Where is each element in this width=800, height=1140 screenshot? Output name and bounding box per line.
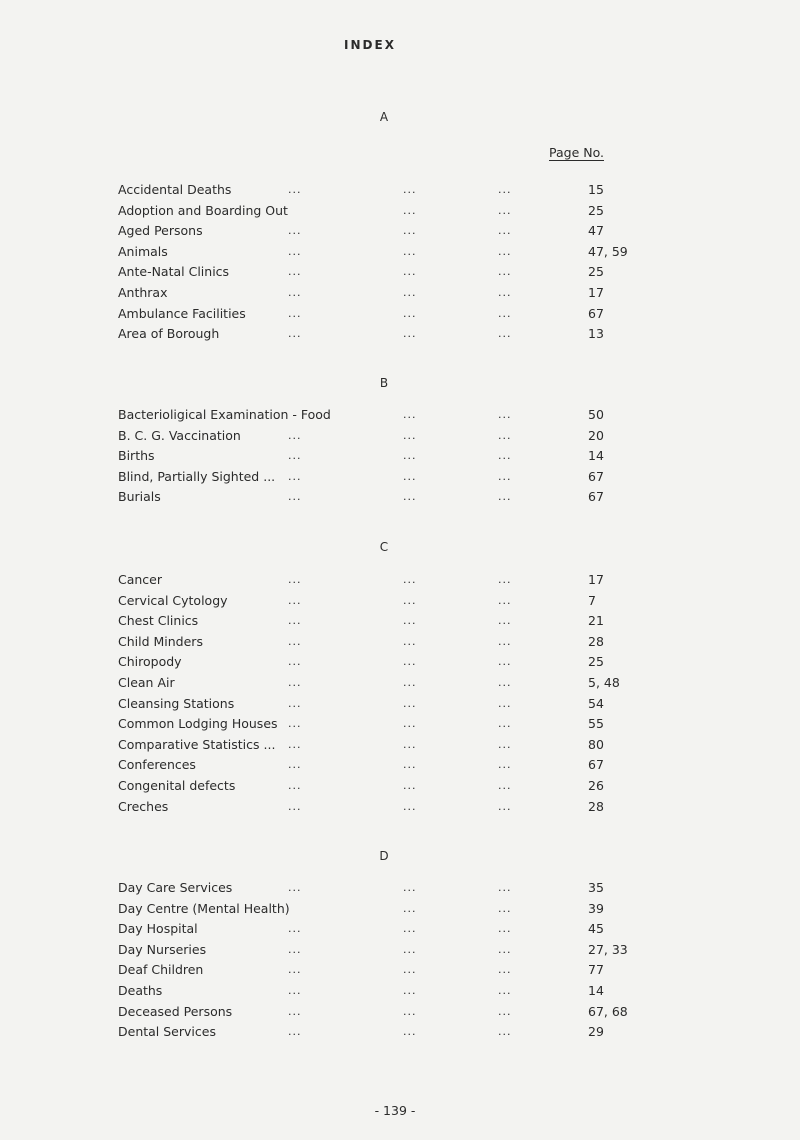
dot-leader: ... bbox=[403, 901, 417, 915]
entry-label: Day Nurseries bbox=[118, 941, 207, 957]
entry-label: Creches bbox=[118, 798, 169, 814]
entry-label: Child Minders bbox=[118, 633, 203, 649]
dot-leader: ... bbox=[288, 286, 302, 299]
entry-label: Bacterioligical Examination - Food bbox=[118, 407, 331, 422]
dot-leader: ... bbox=[403, 737, 417, 751]
dot-leader: ... bbox=[288, 676, 302, 689]
dot-leader: ... bbox=[288, 942, 302, 956]
index-entry bbox=[118, 878, 658, 898]
index-entry bbox=[118, 242, 658, 262]
index-entry bbox=[118, 467, 658, 487]
page-footer-number: - 139 - bbox=[374, 1103, 416, 1118]
index-entry bbox=[118, 283, 658, 303]
index-entry bbox=[118, 1022, 658, 1042]
entry-page-number: 67, 68 bbox=[588, 1003, 628, 1019]
entry-page-number: 39 bbox=[588, 900, 604, 916]
entry-page-number: 45 bbox=[588, 921, 604, 937]
entry-label: Common Lodging Houses bbox=[118, 716, 278, 732]
entry-label: Chiropody bbox=[118, 654, 182, 670]
dot-leader: ... bbox=[498, 428, 512, 442]
entry-label: Ante-Natal Clinics bbox=[118, 264, 230, 280]
entry-label: Births bbox=[118, 448, 155, 464]
index-entry bbox=[118, 426, 658, 446]
dot-leader: ... bbox=[288, 183, 302, 196]
entry-label: Area of Borough bbox=[118, 326, 220, 342]
entry-page-number: 28 bbox=[588, 633, 604, 649]
index-entry bbox=[118, 673, 658, 693]
index-entry bbox=[118, 797, 658, 817]
dot-leader: ... bbox=[403, 286, 417, 299]
index-entry bbox=[118, 201, 658, 221]
entry-page-number: 67 bbox=[588, 757, 604, 773]
dot-leader: ... bbox=[403, 244, 417, 258]
entry-page-number: 26 bbox=[588, 778, 604, 793]
entry-label: Deceased Persons bbox=[118, 1003, 233, 1019]
entry-label: Day Care Services bbox=[118, 880, 233, 895]
index-entry bbox=[118, 899, 658, 919]
dot-leader: ... bbox=[498, 942, 512, 956]
entry-label: Cervical Cytology bbox=[118, 592, 228, 608]
entry-label: Accidental Deaths bbox=[118, 182, 232, 197]
index-entry bbox=[118, 694, 658, 714]
index-entry bbox=[118, 405, 658, 425]
entry-page-number: 20 bbox=[588, 427, 604, 443]
index-entry bbox=[118, 611, 658, 631]
dot-leader: ... bbox=[403, 779, 417, 792]
dot-leader: ... bbox=[403, 942, 417, 956]
dot-leader: ... bbox=[288, 265, 302, 279]
dot-leader: ... bbox=[498, 737, 512, 751]
entry-label: Comparative Statistics ... bbox=[118, 736, 276, 752]
dot-leader: ... bbox=[403, 984, 417, 997]
dot-leader: ... bbox=[498, 676, 512, 689]
dot-leader: ... bbox=[498, 1004, 512, 1018]
dot-leader: ... bbox=[288, 224, 302, 238]
index-entry bbox=[118, 735, 658, 755]
dot-leader: ... bbox=[498, 901, 512, 915]
index-entry bbox=[118, 919, 658, 939]
dot-leader: ... bbox=[498, 696, 512, 710]
dot-leader: ... bbox=[498, 881, 512, 894]
index-entry bbox=[118, 940, 658, 960]
dot-leader: ... bbox=[403, 717, 417, 731]
entry-page-number: 67 bbox=[588, 305, 604, 321]
entry-label: Day Centre (Mental Health) bbox=[118, 900, 290, 916]
dot-leader: ... bbox=[498, 265, 512, 279]
entry-page-number: 25 bbox=[588, 654, 604, 670]
dot-leader: ... bbox=[288, 881, 302, 894]
dot-leader: ... bbox=[403, 799, 417, 813]
dot-leader: ... bbox=[403, 614, 417, 628]
index-entry bbox=[118, 221, 658, 241]
dot-leader: ... bbox=[403, 469, 417, 483]
entry-label: Burials bbox=[118, 489, 161, 505]
dot-leader: ... bbox=[403, 490, 417, 504]
dot-leader: ... bbox=[403, 408, 417, 421]
dot-leader: ... bbox=[498, 286, 512, 299]
entry-label: Cleansing Stations bbox=[118, 695, 235, 711]
dot-leader: ... bbox=[498, 593, 512, 607]
dot-leader: ... bbox=[288, 963, 302, 977]
dot-leader: ... bbox=[403, 306, 417, 320]
entry-label: Chest Clinics bbox=[118, 613, 199, 629]
entry-label: Deaths bbox=[118, 983, 163, 998]
entry-page-number: 80 bbox=[588, 736, 604, 752]
entry-label: Aged Persons bbox=[118, 223, 203, 239]
dot-leader: ... bbox=[288, 799, 302, 813]
dot-leader: ... bbox=[403, 203, 417, 217]
section-letter: D bbox=[379, 849, 389, 863]
dot-leader: ... bbox=[403, 428, 417, 442]
section-letter: C bbox=[379, 540, 389, 554]
dot-leader: ... bbox=[288, 593, 302, 607]
dot-leader: ... bbox=[498, 306, 512, 320]
dot-leader: ... bbox=[498, 469, 512, 483]
entry-page-number: 47 bbox=[588, 223, 604, 239]
dot-leader: ... bbox=[288, 573, 302, 586]
entry-page-number: 21 bbox=[588, 613, 604, 629]
dot-leader: ... bbox=[498, 408, 512, 421]
dot-leader: ... bbox=[403, 449, 417, 463]
dot-leader: ... bbox=[403, 593, 417, 607]
entry-page-number: 5, 48 bbox=[588, 675, 620, 690]
dot-leader: ... bbox=[288, 449, 302, 463]
entry-page-number: 35 bbox=[588, 880, 604, 895]
entry-page-number: 14 bbox=[588, 448, 604, 464]
entry-page-number: 13 bbox=[588, 326, 604, 342]
dot-leader: ... bbox=[288, 428, 302, 442]
entry-page-number: 17 bbox=[588, 285, 604, 300]
dot-leader: ... bbox=[498, 573, 512, 586]
dot-leader: ... bbox=[498, 490, 512, 504]
dot-leader: ... bbox=[498, 655, 512, 669]
dot-leader: ... bbox=[498, 224, 512, 238]
entry-page-number: 55 bbox=[588, 716, 604, 732]
dot-leader: ... bbox=[288, 634, 302, 648]
dot-leader: ... bbox=[498, 634, 512, 648]
dot-leader: ... bbox=[403, 224, 417, 238]
entry-page-number: 27, 33 bbox=[588, 941, 628, 957]
entry-page-number: 29 bbox=[588, 1024, 604, 1040]
dot-leader: ... bbox=[403, 696, 417, 710]
entry-label: Blind, Partially Sighted ... bbox=[118, 468, 276, 484]
entry-label: Congenital defects bbox=[118, 778, 236, 793]
dot-leader: ... bbox=[403, 573, 417, 586]
dot-leader: ... bbox=[288, 469, 302, 483]
index-entry bbox=[118, 304, 658, 324]
section-letter: A bbox=[379, 110, 389, 124]
dot-leader: ... bbox=[403, 655, 417, 669]
dot-leader: ... bbox=[288, 717, 302, 731]
dot-leader: ... bbox=[288, 655, 302, 669]
index-entry bbox=[118, 714, 658, 734]
entry-label: B. C. G. Vaccination bbox=[118, 427, 241, 443]
dot-leader: ... bbox=[403, 183, 417, 196]
dot-leader: ... bbox=[288, 614, 302, 628]
dot-leader: ... bbox=[498, 244, 512, 258]
dot-leader: ... bbox=[498, 963, 512, 977]
index-entry bbox=[118, 652, 658, 672]
entry-label: Deaf Children bbox=[118, 962, 204, 978]
dot-leader: ... bbox=[403, 327, 417, 341]
dot-leader: ... bbox=[498, 449, 512, 463]
index-entry bbox=[118, 487, 658, 507]
entry-label: Animals bbox=[118, 243, 168, 259]
entry-page-number: 54 bbox=[588, 695, 604, 711]
dot-leader: ... bbox=[403, 963, 417, 977]
dot-leader: ... bbox=[403, 1004, 417, 1018]
dot-leader: ... bbox=[403, 265, 417, 279]
index-entry bbox=[118, 632, 658, 652]
dot-leader: ... bbox=[288, 490, 302, 504]
dot-leader: ... bbox=[403, 676, 417, 689]
dot-leader: ... bbox=[288, 737, 302, 751]
dot-leader: ... bbox=[288, 758, 302, 772]
dot-leader: ... bbox=[288, 696, 302, 710]
dot-leader: ... bbox=[498, 922, 512, 936]
dot-leader: ... bbox=[288, 922, 302, 936]
entry-label: Day Hospital bbox=[118, 921, 198, 937]
entry-page-number: 14 bbox=[588, 983, 604, 998]
dot-leader: ... bbox=[403, 881, 417, 894]
dot-leader: ... bbox=[498, 1025, 512, 1039]
entry-page-number: 7 bbox=[588, 592, 596, 608]
index-entry bbox=[118, 755, 658, 775]
entry-label: Conferences bbox=[118, 757, 196, 773]
entry-page-number: 15 bbox=[588, 182, 604, 197]
entry-label: Clean Air bbox=[118, 675, 175, 690]
dot-leader: ... bbox=[288, 1025, 302, 1039]
index-entry bbox=[118, 981, 658, 1001]
dot-leader: ... bbox=[288, 244, 302, 258]
dot-leader: ... bbox=[288, 306, 302, 320]
entry-page-number: 50 bbox=[588, 407, 604, 422]
entry-label: Ambulance Facilities bbox=[118, 305, 246, 321]
dot-leader: ... bbox=[498, 984, 512, 997]
dot-leader: ... bbox=[498, 203, 512, 217]
dot-leader: ... bbox=[288, 984, 302, 997]
index-entry bbox=[118, 591, 658, 611]
entry-label: Dental Services bbox=[118, 1024, 216, 1040]
entry-page-number: 25 bbox=[588, 202, 604, 218]
dot-leader: ... bbox=[498, 779, 512, 792]
index-entry bbox=[118, 262, 658, 282]
dot-leader: ... bbox=[403, 1025, 417, 1039]
page-number-column-header: Page No. bbox=[549, 145, 604, 160]
index-entry bbox=[118, 446, 658, 466]
dot-leader: ... bbox=[288, 779, 302, 792]
index-entry bbox=[118, 960, 658, 980]
entry-label: Adoption and Boarding Out bbox=[118, 202, 288, 218]
entry-page-number: 47, 59 bbox=[588, 243, 628, 259]
page-title: INDEX bbox=[344, 38, 396, 52]
dot-leader: ... bbox=[403, 634, 417, 648]
index-entry bbox=[118, 1002, 658, 1022]
dot-leader: ... bbox=[288, 1004, 302, 1018]
entry-label: Anthrax bbox=[118, 285, 168, 300]
index-entry bbox=[118, 180, 658, 200]
section-letter: B bbox=[379, 376, 389, 390]
entry-page-number: 28 bbox=[588, 798, 604, 814]
dot-leader: ... bbox=[403, 922, 417, 936]
dot-leader: ... bbox=[498, 799, 512, 813]
entry-page-number: 77 bbox=[588, 962, 604, 978]
dot-leader: ... bbox=[498, 183, 512, 196]
dot-leader: ... bbox=[498, 717, 512, 731]
dot-leader: ... bbox=[498, 614, 512, 628]
index-entry bbox=[118, 776, 658, 796]
entry-page-number: 17 bbox=[588, 572, 604, 587]
dot-leader: ... bbox=[403, 758, 417, 772]
entry-page-number: 67 bbox=[588, 468, 604, 484]
index-entry bbox=[118, 570, 658, 590]
entry-page-number: 67 bbox=[588, 489, 604, 505]
index-entry bbox=[118, 324, 658, 344]
entry-label: Cancer bbox=[118, 572, 163, 587]
entry-page-number: 25 bbox=[588, 264, 604, 280]
dot-leader: ... bbox=[498, 758, 512, 772]
dot-leader: ... bbox=[288, 327, 302, 341]
dot-leader: ... bbox=[498, 327, 512, 341]
